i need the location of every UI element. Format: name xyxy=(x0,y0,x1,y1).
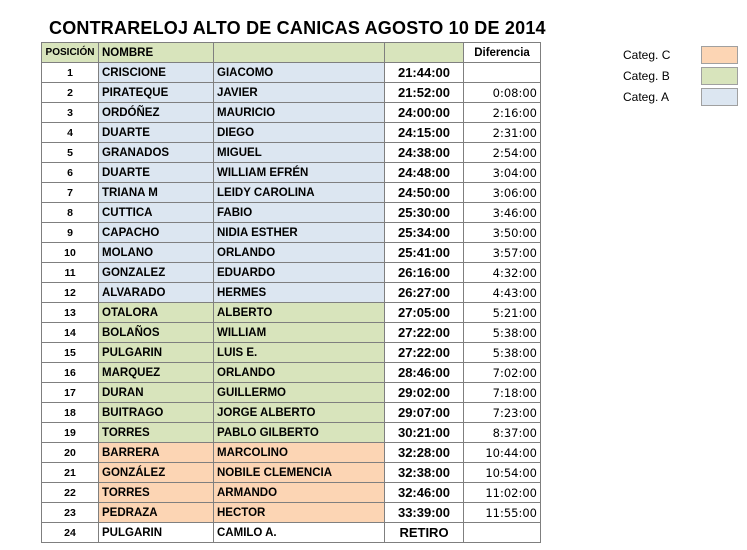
category-legend xyxy=(623,44,738,107)
first-name-cell: PABLO GILBERTO xyxy=(214,423,385,443)
time-cell: 24:50:00 xyxy=(385,183,464,203)
table-row xyxy=(42,483,541,503)
first-name-cell: FABIO xyxy=(214,203,385,223)
first-name-cell: MIGUEL xyxy=(214,143,385,163)
first-name-cell: LEIDY CAROLINA xyxy=(214,183,385,203)
first-name-cell: WILLIAM EFRÉN xyxy=(214,163,385,183)
difference-cell: 5:38:00 xyxy=(464,323,541,343)
results-table xyxy=(41,42,541,543)
header-name: NOMBRE xyxy=(99,43,214,63)
time-cell: 21:52:00 xyxy=(385,83,464,103)
position-cell: 6 xyxy=(42,163,99,183)
time-cell: 27:22:00 xyxy=(385,343,464,363)
surname-cell: MARQUEZ xyxy=(99,363,214,383)
time-cell: 25:34:00 xyxy=(385,223,464,243)
legend-swatch xyxy=(701,67,738,85)
surname-cell: GRANADOS xyxy=(99,143,214,163)
table-row xyxy=(42,183,541,203)
legend-label: Categ. B xyxy=(623,68,670,83)
table-row xyxy=(42,503,541,523)
difference-cell: 2:31:00 xyxy=(464,123,541,143)
time-cell: 28:46:00 xyxy=(385,363,464,383)
difference-cell: 7:18:00 xyxy=(464,383,541,403)
position-cell: 20 xyxy=(42,443,99,463)
time-cell: 24:00:00 xyxy=(385,103,464,123)
time-cell: 24:38:00 xyxy=(385,143,464,163)
difference-cell: 3:04:00 xyxy=(464,163,541,183)
position-cell: 16 xyxy=(42,363,99,383)
first-name-cell: JAVIER xyxy=(214,83,385,103)
time-cell: 32:28:00 xyxy=(385,443,464,463)
first-name-cell: MARCOLINO xyxy=(214,443,385,463)
position-cell: 15 xyxy=(42,343,99,363)
time-cell: 26:16:00 xyxy=(385,263,464,283)
difference-cell: 4:43:00 xyxy=(464,283,541,303)
table-row xyxy=(42,443,541,463)
sheet-title: CONTRARELOJ ALTO DE CANICAS AGOSTO 10 DE 2014 xyxy=(49,18,546,38)
position-cell: 9 xyxy=(42,223,99,243)
position-cell: 22 xyxy=(42,483,99,503)
time-cell: 21:44:00 xyxy=(385,63,464,83)
table-row xyxy=(42,523,541,543)
position-cell: 3 xyxy=(42,103,99,123)
first-name-cell: WILLIAM xyxy=(214,323,385,343)
surname-cell: DUARTE xyxy=(99,123,214,143)
first-name-cell: ARMANDO xyxy=(214,483,385,503)
surname-cell: ORDÓÑEZ xyxy=(99,103,214,123)
position-cell: 11 xyxy=(42,263,99,283)
table-row xyxy=(42,363,541,383)
time-cell: 32:38:00 xyxy=(385,463,464,483)
surname-cell: CAPACHO xyxy=(99,223,214,243)
table-row xyxy=(42,383,541,403)
difference-cell: 0:08:00 xyxy=(464,83,541,103)
header-time-blank xyxy=(385,43,464,63)
first-name-cell: CAMILO A. xyxy=(214,523,385,543)
time-cell: 29:02:00 xyxy=(385,383,464,403)
surname-cell: PEDRAZA xyxy=(99,503,214,523)
table-row xyxy=(42,423,541,443)
first-name-cell: ORLANDO xyxy=(214,243,385,263)
difference-cell: 3:57:00 xyxy=(464,243,541,263)
time-cell: RETIRO xyxy=(385,523,464,543)
time-cell: 26:27:00 xyxy=(385,283,464,303)
first-name-cell: ALBERTO xyxy=(214,303,385,323)
time-cell: 30:21:00 xyxy=(385,423,464,443)
first-name-cell: GUILLERMO xyxy=(214,383,385,403)
position-cell: 12 xyxy=(42,283,99,303)
table-row xyxy=(42,223,541,243)
difference-cell: 5:21:00 xyxy=(464,303,541,323)
surname-cell: TRIANA M xyxy=(99,183,214,203)
surname-cell: PULGARIN xyxy=(99,343,214,363)
first-name-cell: DIEGO xyxy=(214,123,385,143)
position-cell: 21 xyxy=(42,463,99,483)
surname-cell: PIRATEQUE xyxy=(99,83,214,103)
table-row xyxy=(42,83,541,103)
table-row xyxy=(42,243,541,263)
legend-item xyxy=(623,86,738,107)
table-row xyxy=(42,123,541,143)
difference-cell xyxy=(464,523,541,543)
difference-cell: 11:55:00 xyxy=(464,503,541,523)
position-cell: 19 xyxy=(42,423,99,443)
position-cell: 10 xyxy=(42,243,99,263)
difference-cell: 2:54:00 xyxy=(464,143,541,163)
surname-cell: TORRES xyxy=(99,423,214,443)
legend-item xyxy=(623,65,738,86)
position-cell: 4 xyxy=(42,123,99,143)
position-cell: 17 xyxy=(42,383,99,403)
table-row xyxy=(42,263,541,283)
difference-cell: 7:02:00 xyxy=(464,363,541,383)
table-row xyxy=(42,203,541,223)
surname-cell: PULGARIN xyxy=(99,523,214,543)
position-cell: 5 xyxy=(42,143,99,163)
legend-label: Categ. A xyxy=(623,89,670,104)
first-name-cell: HERMES xyxy=(214,283,385,303)
first-name-cell: EDUARDO xyxy=(214,263,385,283)
position-cell: 13 xyxy=(42,303,99,323)
position-cell: 24 xyxy=(42,523,99,543)
first-name-cell: JORGE ALBERTO xyxy=(214,403,385,423)
position-cell: 7 xyxy=(42,183,99,203)
table-row xyxy=(42,103,541,123)
surname-cell: TORRES xyxy=(99,483,214,503)
table-row xyxy=(42,343,541,363)
surname-cell: MOLANO xyxy=(99,243,214,263)
table-row xyxy=(42,303,541,323)
surname-cell: GONZÁLEZ xyxy=(99,463,214,483)
difference-cell: 10:54:00 xyxy=(464,463,541,483)
surname-cell: BUITRAGO xyxy=(99,403,214,423)
surname-cell: CRISCIONE xyxy=(99,63,214,83)
legend-swatch xyxy=(701,46,738,64)
difference-cell: 11:02:00 xyxy=(464,483,541,503)
difference-cell: 2:16:00 xyxy=(464,103,541,123)
surname-cell: BOLAÑOS xyxy=(99,323,214,343)
difference-cell xyxy=(464,63,541,83)
time-cell: 32:46:00 xyxy=(385,483,464,503)
surname-cell: DUARTE xyxy=(99,163,214,183)
difference-cell: 5:38:00 xyxy=(464,343,541,363)
table-row xyxy=(42,403,541,423)
header-row xyxy=(42,43,541,63)
surname-cell: CUTTICA xyxy=(99,203,214,223)
surname-cell: OTALORA xyxy=(99,303,214,323)
position-cell: 1 xyxy=(42,63,99,83)
time-cell: 24:48:00 xyxy=(385,163,464,183)
table-row xyxy=(42,143,541,163)
difference-cell: 3:06:00 xyxy=(464,183,541,203)
position-cell: 14 xyxy=(42,323,99,343)
header-name-blank xyxy=(214,43,385,63)
legend-swatch xyxy=(701,88,738,106)
header-difference: Diferencia xyxy=(464,43,541,63)
difference-cell: 8:37:00 xyxy=(464,423,541,443)
table-row xyxy=(42,163,541,183)
first-name-cell: GIACOMO xyxy=(214,63,385,83)
difference-cell: 4:32:00 xyxy=(464,263,541,283)
position-cell: 23 xyxy=(42,503,99,523)
first-name-cell: HECTOR xyxy=(214,503,385,523)
difference-cell: 3:46:00 xyxy=(464,203,541,223)
table-row xyxy=(42,283,541,303)
time-cell: 27:22:00 xyxy=(385,323,464,343)
time-cell: 27:05:00 xyxy=(385,303,464,323)
time-cell: 29:07:00 xyxy=(385,403,464,423)
legend-item xyxy=(623,44,738,65)
surname-cell: GONZALEZ xyxy=(99,263,214,283)
first-name-cell: NOBILE CLEMENCIA xyxy=(214,463,385,483)
time-cell: 25:30:00 xyxy=(385,203,464,223)
legend-label: Categ. C xyxy=(623,47,671,62)
header-position: POSICIÓN xyxy=(42,43,99,63)
table-row xyxy=(42,63,541,83)
surname-cell: ALVARADO xyxy=(99,283,214,303)
difference-cell: 7:23:00 xyxy=(464,403,541,423)
difference-cell: 3:50:00 xyxy=(464,223,541,243)
time-cell: 24:15:00 xyxy=(385,123,464,143)
first-name-cell: MAURICIO xyxy=(214,103,385,123)
difference-cell: 10:44:00 xyxy=(464,443,541,463)
first-name-cell: NIDIA ESTHER xyxy=(214,223,385,243)
position-cell: 2 xyxy=(42,83,99,103)
table-row xyxy=(42,463,541,483)
first-name-cell: ORLANDO xyxy=(214,363,385,383)
position-cell: 18 xyxy=(42,403,99,423)
table-row xyxy=(42,323,541,343)
first-name-cell: LUIS E. xyxy=(214,343,385,363)
position-cell: 8 xyxy=(42,203,99,223)
time-cell: 33:39:00 xyxy=(385,503,464,523)
surname-cell: DURAN xyxy=(99,383,214,403)
surname-cell: BARRERA xyxy=(99,443,214,463)
time-cell: 25:41:00 xyxy=(385,243,464,263)
